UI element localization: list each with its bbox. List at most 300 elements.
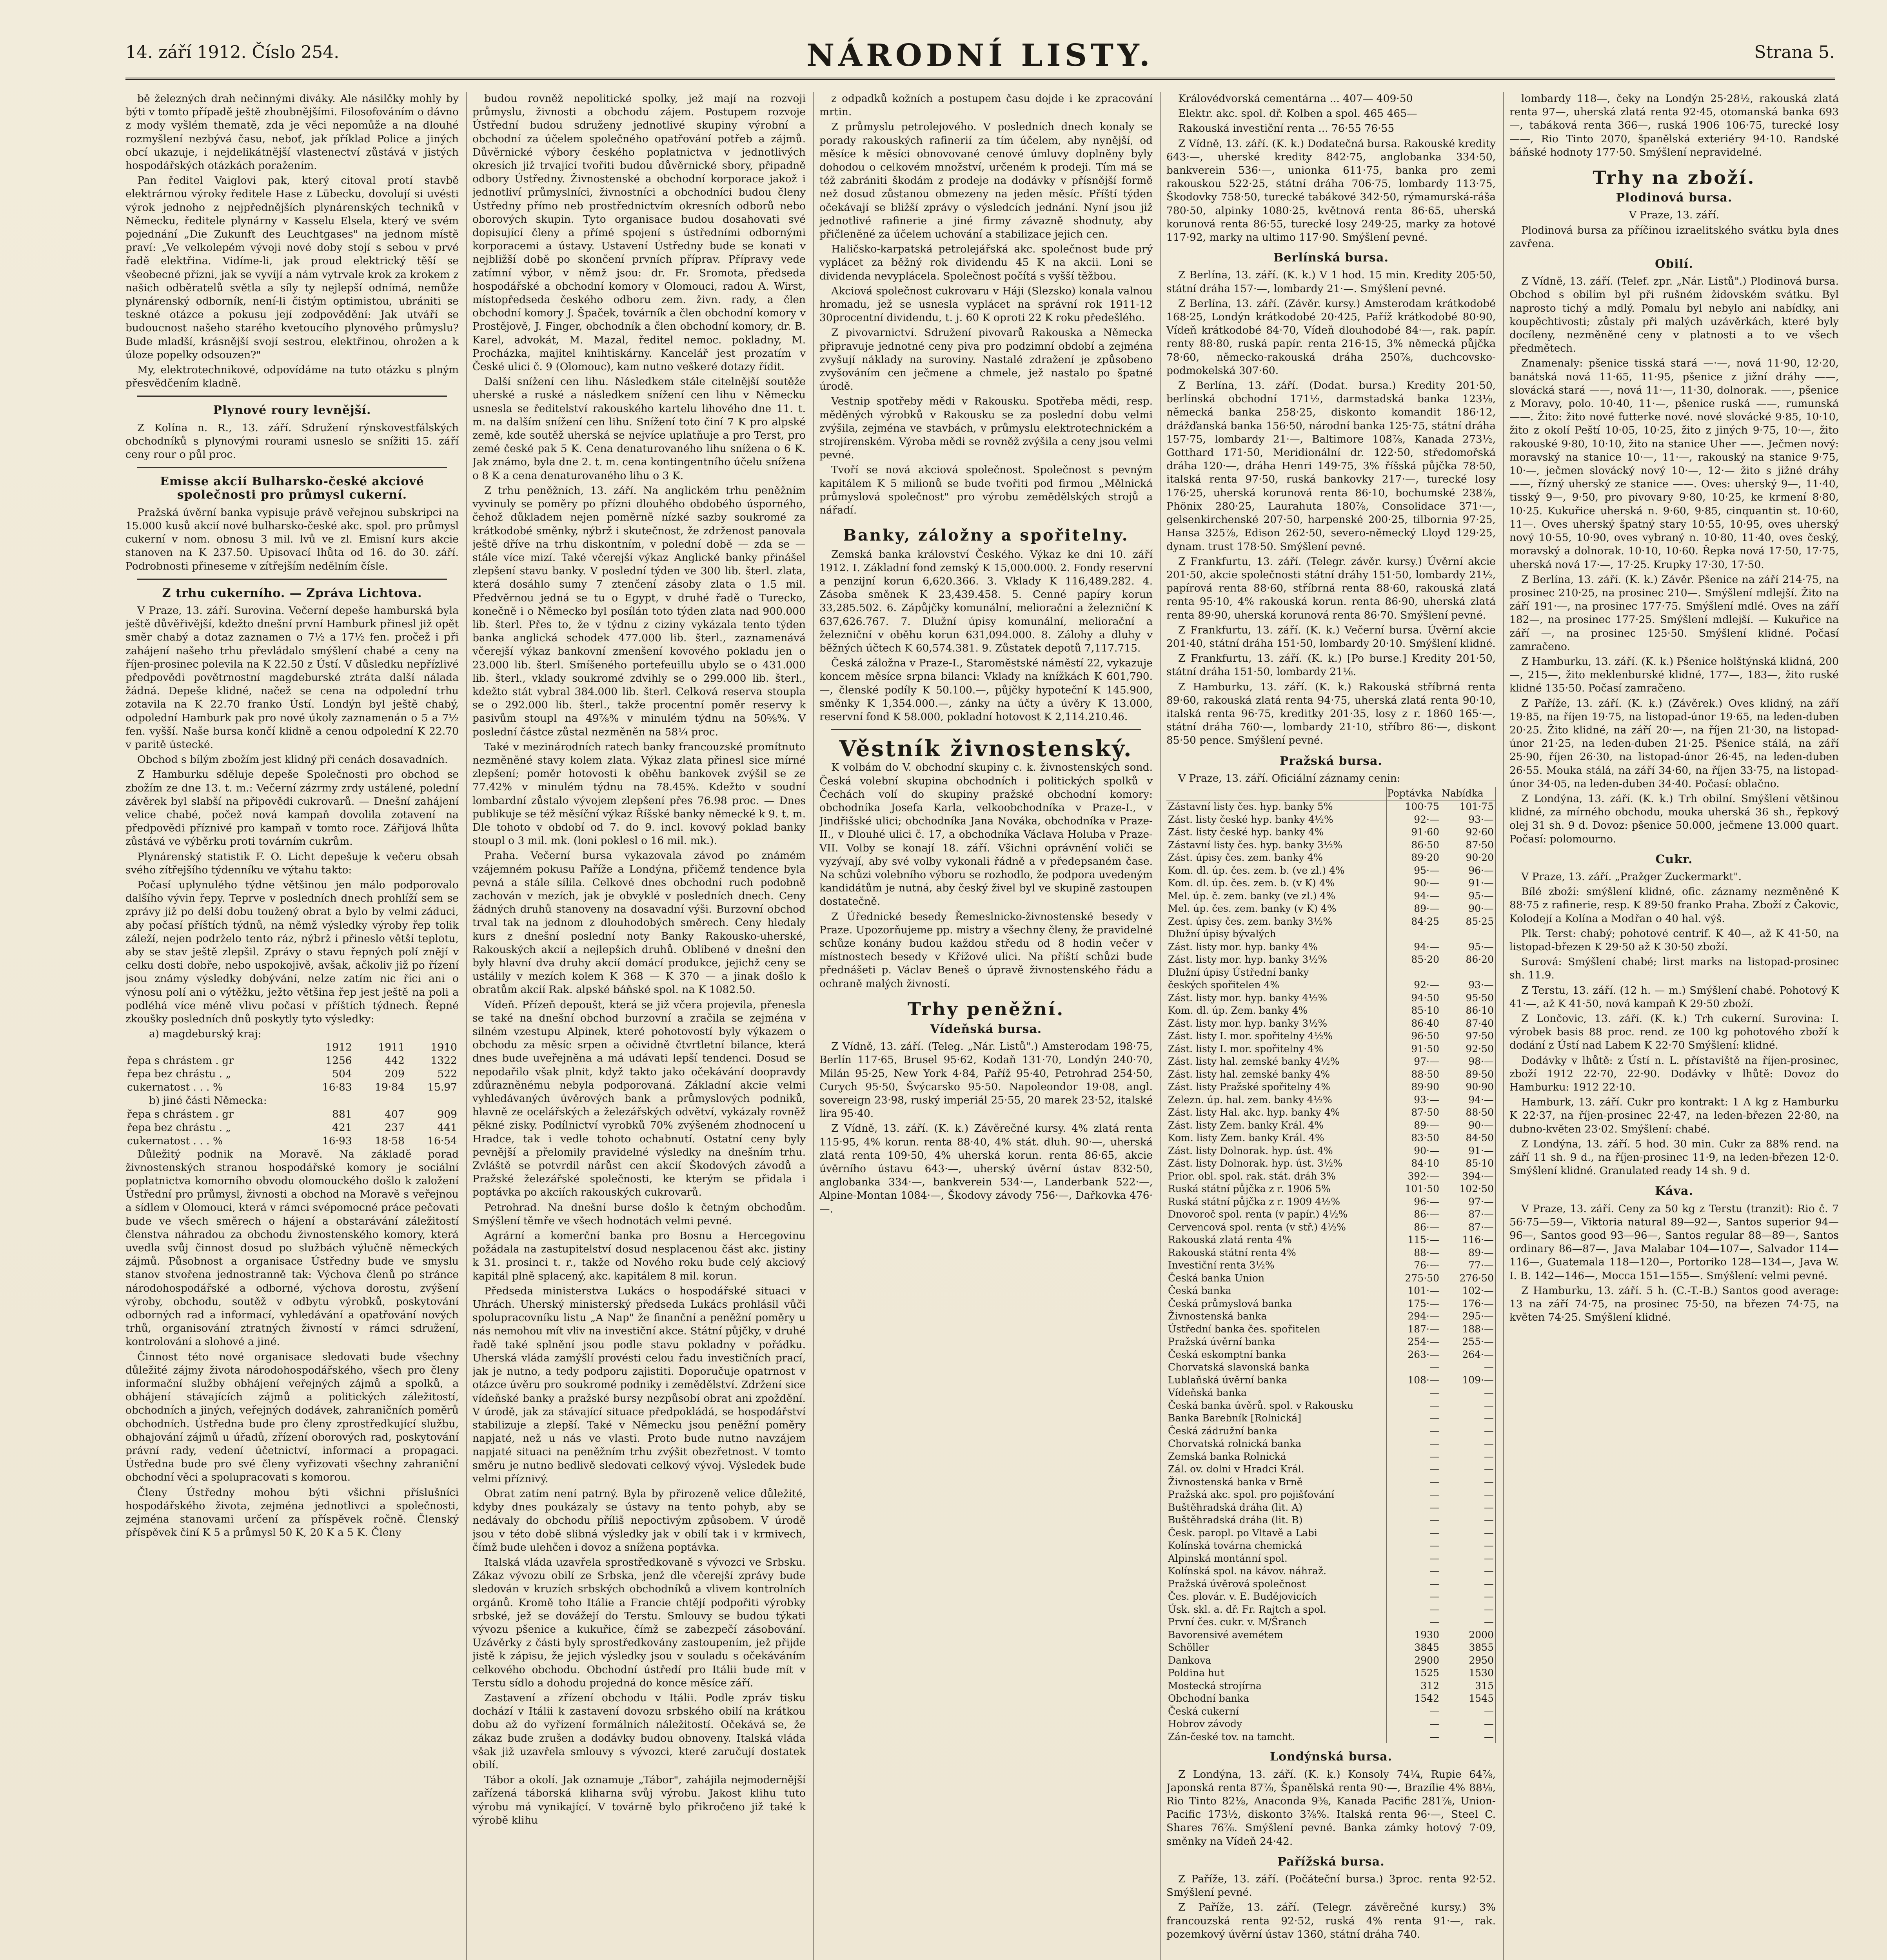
security-name-cell: Česk. paropl. po Vltavě a Labi [1166,1527,1387,1540]
column-3 [819,92,1153,1960]
article-paragraph: Z Londýna, 13. září. (K. k.) Konsoly 74¼, Rupie 64⅞, Japonská renta 87⅞, Španělská renta 90·—, Brazílie 4% 88⅛, Rio Tinto 82⅛, Anaconda 9⅜, Kanada Pacific 281⅞, Union-Pacific 173½, diskonto 3⅞%. Italská renta 96·—, Steel C. Shares 76⅞. Smýšlení pevné. Banka zámky hotový 7·09, směnky na Vídeň 24·42. [1166,1768,1496,1847]
price-cell: 295·— [1441,1310,1496,1323]
table-row [1166,1731,1496,1744]
security-name-cell: Zást. listy Dolnorak. hyp. úst. 4% [1166,1145,1387,1158]
table-row [1166,839,1496,852]
security-name-cell: Chorvatská rolnická banka [1166,1437,1387,1450]
security-name-cell: Kom. dl. úp. čes. zem. b. (v K) 4% [1166,877,1387,890]
table-row [1166,941,1496,954]
table-header-cell [1166,787,1387,800]
security-name-cell: Zán-české tov. na tamcht. [1166,1731,1387,1744]
price-cell: 94·50 [1387,992,1441,1005]
security-name-cell: Zást. listy hal. zemské banky 4½% [1166,1055,1387,1068]
security-name-cell: Čes. plovár. v. E. Budějovicích [1166,1590,1387,1603]
article-paragraph: Bílé zboží: smýšlení klidné, ofic. záznamy nezměněné K 88·75 z rafinerie, resp. K 89·50 franko Praha. Zboží z Čakovic, Kolodejí a Kolína a Modřan o 40 hal. výš. [1509,886,1839,925]
article-paragraph: Plynárenský statistik F. O. Licht depešuje k večeru obsah svého zítřejšího týdenníku ve výtahu takto: [125,850,459,876]
price-cell: 92·— [1387,979,1441,992]
table-row [125,1081,459,1094]
security-name-cell: Zást. listy hal. zemské banky 4% [1166,1068,1387,1081]
article-paragraph: Také v mezinárodních ratech banky francouzské promítnuto nezměněné stavy kolem zlata. Výkaz zlata přinesl sice mírné zlepšení; poměr hotovosti k oběhu bankovek zvýšil se ze 77.42% v minulém týdnu na 78.45%. Kdežto v soudní lombardní zůstalo vývojem zlepšení přes 76.98 proc. — Dnes publikuje se též měsíční výkaz Říšské banky německé k 9. t. m. Dle tohoto v období od 7. do 9. incl. kovový poklad banky stoupl o 3 mil. mk. (loni poklesl o 16 mil. mk.). [472,740,806,847]
table-row [1166,1603,1496,1616]
table-cell: 881 [332,1108,352,1120]
price-cell: 254·— [1387,1336,1441,1348]
price-cell: 76·— [1387,1259,1441,1272]
price-cell: 115·— [1387,1234,1441,1247]
article-paragraph: Z průmyslu petrolejového. V posledních dnech konaly se porady rakouských rafinerií za tím účelem, aby nynější, od měsíce k měsíci obnovované cenové úmluvy doplněny byly dohodou o celkovém množství, určeném k prodeji. Tím má se též zabrániti škodám z prodeje na dodávky v přísnější formě než dosud zůstanou obmezeny na jeden měsíc. Příští týden očekávají se bližší zprávy o výsledcích jednání. Nyní jsou již jednotlivé rafinerie a jiné firmy závazně shodnuty, aby přičleněné za účelem uchování a stabilizace jejich cen. [819,121,1153,241]
article-paragraph: V Praze, 13. září. Surovina. Večerní depeše hamburská byla ještě důvěřivější, kdežto dnešní první Hamburk přinesl již opět směr chabý a dotaz zaznamen o 7½ a 17½ fen. pročež i při zahájení našeho trhu převládalo smýšlení chabé a ceny na říjen-prosinec polevila na K 22.50 z Ústí. V důsledku nepřízlivé předpovědi povětrnostní magdeburské ztráta další nálada žádná. Depeše klidné, načež se cena na odpolední trhu zotavila na K 22.70 franko Ústí. Londýn byl ještě chabý, odpolední Hamburk pak pro nové úkoly zaznamenán o 5 a 7½ fen. vyšší. Naše bursa končí klidně a cenou odpolední K 22.70 v paritě ústecké. [125,604,459,751]
security-name-cell: Alpinská montánní spol. [1166,1552,1387,1565]
price-cell: 85·20 [1387,953,1441,966]
article-paragraph: Z pivovarnictví. Sdružení pivovarů Rakouska a Německa připravuje jednotné ceny piva pro podzimní období a zejména zvyšují náklady na suroviny. Nastalé zdražení je způsobeno zvyšováním cen ječmene a chmele, jež nastalo po špatné úrodě. [819,327,1153,393]
column-5 [1509,92,1839,1960]
security-name-cell: Pražská úvěrová společnost [1166,1578,1387,1591]
security-name-cell: Investiční renta 3½% [1166,1259,1387,1272]
article-paragraph: Tvoří se nová akciová společnost. Společnost s pevným kapitálem K 5 milionů se bude tvořiti pod firmou „Mělnická průmyslová společnost" pro výrobu zemědělských strojů a nářadí. [819,464,1153,517]
table-cell: 237 [385,1121,405,1134]
header-date: 14. září 1912. Číslo 254. [125,42,340,62]
price-cell: — [1387,1476,1441,1489]
price-cell: — [1387,1705,1441,1718]
price-cell: 95·— [1441,941,1496,954]
table-row [1166,1361,1496,1374]
article-paragraph: Předseda ministerstva Lukács o hospodářské situaci v Uhrách. Uherský ministerský předseda Lukács prohlásil vůči spolupracovníku listu „A Nap" že finanční a peněžní poměry u nás nemohou mít vliv na investiční akce. Státní půjčky, v druhé řadě také splnění jsou podle stavu pokladny v pořádku. Uherská vláda zamýšlí provésti celou řadu investičních prací, jak je nutno, a tedy podporu zajistiti. Doporučuje opatrnost v otázce úvěru pro soukromé podniky i zemědělství. Zdržení sice vídeňské banky a pražské bursy nezpůsobí obrat ani zpoždění. V úrodě, jak za stávající situace předpokládá, se hospodářství stabilizuje a zlepší. Také v Německu jsou peněžní poměry napjaté, než u nás ve vlasti. Proto bude nutno navzájem napjaté situaci na peněžním trhu zvýšit obezřetnost. V tomto směru je nutno bedlivě sledovati celkový vývoj. Výsledek bude velmi příznivý. [472,1285,806,1485]
article-paragraph: Z Vídně, 13. září. (K. k.) Dodatečná bursa. Rakouské kredity 643·—, uherské kredity 842·75, anglobanka 334·50, bankverein 536·—, unionka 611·75, banka pro zemi rakouskou 522·25, státní dráha 706·75, lombardy 113·75, Škodovky 758·50, turecké tabákové 342·50, rýmamurská-ráša 780·50, alpinky 1080·25, květnová renta 86·65, uherská korunová renta 86·55, turecké losy 249·25, marky za hotové 117·92, marky na ultimo 117·90. Smýšlení pevné. [1166,137,1496,244]
article-paragraph: Z Hamburku, 13. září. (K. k.) Rakouská stříbrná renta 89·60, rakouská zlatá renta 94·75, uherská zlatá renta 90·10, italská renta 96·75, kreditky 201·35, losy z r. 1860 165·—, státní dráha 760·—, lombardy 21·10, stříbro 86·—, diskont 85·50 pence. Smýšlení pevné. [1166,681,1496,747]
table-row [1166,813,1496,826]
price-cell: — [1441,1450,1496,1463]
security-name-cell: Mostecká strojírna [1166,1680,1387,1693]
security-name-cell: Rakouská zlatá renta 4% [1166,1234,1387,1247]
security-name-cell: Česká banka úvěrů. spol. v Rakousku [1166,1399,1387,1412]
stock-line: Elektr. akc. spol. dř. Kolben a spol. 465 465— [1178,107,1417,120]
security-name-cell: Zelezn. úp. hal. zem. banky 4½% [1166,1094,1387,1107]
table-row [1166,1106,1496,1119]
security-name-cell: Dankova [1166,1654,1387,1667]
table-cell: 1911 [378,1041,405,1054]
table-row [1166,902,1496,915]
article-paragraph: Tábor a okolí. Jak oznamuje „Tábor", zahájila nejmodernější zařízená táborská kliharna svůj výrobu. Jakost klihu tuto výrobu má vynikající. V továrně bylo přikročeno již také k výrobě klihu [472,1774,806,1826]
security-name-cell: Zást. listy Hal. akc. hyp. banky 4% [1166,1106,1387,1119]
table-row [1166,1374,1496,1387]
price-cell: 90·90 [1441,1081,1496,1094]
table-row [1166,1488,1496,1501]
price-cell: 1530 [1441,1667,1496,1680]
price-cell: — [1387,1590,1441,1603]
security-name-cell: Zást. listy Zem. banky Král. 4% [1166,1119,1387,1132]
table-row [1166,1552,1496,1565]
price-cell: — [1441,1705,1496,1718]
article-paragraph: Hamburk, 13. září. Cukr pro kontrakt: 1 A kg z Hamburku K 22·37, na říjen-prosinec 22·47, na leden-březen 22·80, na dubno-květen 23·02. Smýšlení: chabé. [1509,1096,1839,1135]
price-cell: 294·— [1387,1310,1441,1323]
table-row [1166,1463,1496,1476]
price-cell: 85·10 [1387,1004,1441,1017]
security-name-cell: Zást. listy Pražské spořitelny 4% [1166,1081,1387,1094]
table-row [1166,1450,1496,1463]
price-cell: 84·10 [1387,1157,1441,1170]
price-cell: 275·50 [1387,1272,1441,1285]
price-cell: — [1441,1539,1496,1552]
article-paragraph: Z Frankfurtu, 13. září. (K. k.) [Po burse.] Kredity 201·50, státní dráha 151·50, lombardy 21⅛. [1166,652,1496,678]
table-row [1166,1565,1496,1578]
price-cell: 1545 [1441,1692,1496,1705]
price-cell: 315 [1441,1680,1496,1693]
article-paragraph: budou rovněž nepolitické spolky, jež mají na rozvoji průmyslu, živnosti a obchodu zájem. Postupem rozvoje Ústřední budou sdruženy jednotlivé skupiny výrobní a obchodní za účelem společného opatřování potřeb a zájmů. Důvěrnické výbory českého poplatnictva v jednotlivých okresích již trvající tvořiti budou důvěrnické sbory, připadně odbory Ústředny. Živnostenské a obchodní korporace jakož i jednotliví průmyslníci, živnostníci a obchodníci budou členy Ústředny přímo neb prostřednictvím okresních odborů nebo oborových skupin. Tyto organisace budou dosahovati své dopisující členy a přímé spojení s ústředními odbornými korporacemi a ústavy. Ustavení Ústředny bude se konati v nejbližší době po skončení prvních příprav. Přípravy vede zatímní výbor, v němž jsou: dr. Fr. Sromota, předseda hospodářské a obchodní komory v Olomouci, radou A. Wirst, místopředseda českého odboru zem. živn. rady, a člen obchodní komory J. Špaček, továrník a člen obchodní komory v Prostějově, J. Finger, obchodník a člen obchodní komory, dr. B. Karel, advokát, M. Mazal, ředitel nemoc. pokladny, M. Procházka, majitel knihtiskárny. Kancelář jest prozatím v České ulici č. 9 (Olomouc), kam nutno veškeré dotazy řídit. [472,93,806,373]
security-name-cell: Pražská úvěrní banka [1166,1336,1387,1348]
price-cell: — [1387,1399,1441,1412]
table-cell: cukernatost . . . % [127,1081,223,1094]
article-paragraph: bě železných drah nečinnými diváky. Ale násilčky mohly by býti v tomto případě ještě zhoubnějšími. Filosofováním o dávno z mody vyšlém thematě, zda je věci nepomůže a na dlouhé rozmyšlení nezbývá času, neboť, jak příklad Police a jiných obcí ukazuje, i nejdelikátnější vlastenectví zůstává v jistých hospodářských otázkách poražením. [125,93,459,172]
header-page-number: Strana 5. [1754,42,1835,62]
table-cell: 909 [437,1108,457,1120]
price-cell: 86·— [1387,1208,1441,1221]
article-paragraph: Z Paříže, 13. září. (Telegr. závěrečné kursy.) 3% francouzská renta 92·52, ruská 4% renta 91·—, rak. pozemkový úvěrní ústav 1360, státní dráha 740. [1166,1901,1496,1940]
table-row [1166,1527,1496,1540]
security-name-cell: Zást. listy I. mor. spořitelny 4½% [1166,1030,1387,1043]
security-name-cell: Kom. dl. úp. Zem. banky 4% [1166,1004,1387,1017]
price-cell: — [1387,1387,1441,1399]
article-paragraph: Italská vláda uzavřela sprostředkovaně s vývozci ve Srbsku. Zákaz vývozu obilí ze Srbska, jenž dle včerejší zprávy bude sledován v kruzích srbských obchodníků a vlivem kontrolních orgánů. Kromě toho Itálie a Francie chtějí podpořiti výrobky srbské, jež se dovážejí do Terstu. Smlouvy se budou týkati vývozu pšenice a kukuřice, čímž se zabezpečí zásobování. Uzávěrky z části byly sprostředkovány zastoupením, jež přijde jistě k zápisu, že jejich výsledky jsou v souladu s očekáváním celkového obchodu. Obchodní ústředí pro Itálii bude mít v Terstu sídlo a dohodu projedná do konce měsíce září. [472,1556,806,1689]
article-paragraph: Plodinová bursa za příčinou izraelitského svátku byla dnes zavřena. [1509,224,1839,250]
article-paragraph: Z Úřednické besedy Řemeslnicko-živnostenské besedy v Praze. Upozorňujeme pp. mistry a všechny členy, že pravidelné schůze konány budou každou středu od 8 hodin večer v místnostech besedy v Křížové ulici. Na příští schůzi bude přednášeti p. Václav Beneš o úpravě živnostenského řádu a ochraně malých živností. [819,910,1153,990]
table-row [1166,992,1496,1005]
table-cell: 19·84 [374,1081,405,1094]
price-cell: 89·20 [1387,851,1441,864]
price-cell: 2950 [1441,1654,1496,1667]
table-row [125,1121,459,1134]
table-row [125,1108,459,1121]
price-cell: 97·— [1387,1055,1441,1068]
price-cell: 95·— [1441,890,1496,903]
price-cell: 89·— [1441,1247,1496,1259]
security-name-cell: Kom. listy Zem. banky Král. 4% [1166,1132,1387,1145]
table-row [1166,1170,1496,1183]
price-cell [1387,966,1441,979]
article-paragraph: Česká záložna v Praze-I., Staroměstské náměstí 22, vykazuje koncem měsíce srpna bilanci: Vklady na knížkách K 601,790.—, členské podíly K 50.100.—, půjčky hypoteční K 145.900, směnky K 1,354.000.—, zánky na účty a úvěry K 13.000, reservní fond K 58.000, pokladní hotovost K 2,114.210.46. [819,657,1153,723]
price-cell: 92·— [1387,813,1441,826]
security-name-cell: Zást. listy Dolnorak. hyp. úst. 3½% [1166,1157,1387,1170]
article-paragraph: K volbám do V. obchodní skupiny c. k. živnostenských sond. Česká volební skupina obchodních i politických spolků v Čechách volí do skupiny pražské obchodní komory: obchodníka Josefa Karla, velkoobchodníka v Praze-I., v Jindřišské ulici; obchodníka Jana Nováka, obchodníka v Praze-II., v Dlouhé ulici č. 17, a obchodníka Václava Holuba v Praze-VII. Volby se konají 18. září. Všichni oprávnění voliči se vyzývají, aby své volby vykonali řádně a v předepsaném čase. Na schůzi volebního výboru se rozhodlo, že podpora uvedeným kandidátům je nutná, aby český živel byl ve skupině zastoupen dostatečně. [819,761,1153,908]
article-paragraph: Z Paříže, 13. září. (Počáteční bursa.) 3proc. renta 92·52. Smýšlení pevné. [1166,1873,1496,1899]
table-cell: 16·83 [322,1081,352,1094]
price-cell: — [1387,1412,1441,1425]
article-paragraph: Z Hamburku sděluje depeše Společnosti pro obchod se zbožím ze dne 13. t. m.: Večerní zázrmy zrdy ustálené, polední závěrek byl slabší na připovědi cukrovarů. — Dnešní zahájení velice chabé, počež nová kampaň dovolila zotavení na předpovědi příznivé pro kampaň v tomto roce. Zářijová lhůta zůstává ve výběrku proti továrním cukrům. [125,768,459,848]
price-cell: 109·— [1441,1374,1496,1387]
masthead-title: NÁRODNÍ LISTY. [806,38,1154,73]
table-row [1166,1590,1496,1603]
article-paragraph: Z Berlína, 13. září. (K. k.) V 1 hod. 15 min. Kredity 205·50, státní dráha 157·—, lombardy 21·—. Smýšlení pevné. [1166,269,1496,295]
article-paragraph: V Praze, 13. září. Oficiální záznamy cenin: [1178,772,1400,784]
price-cell: 90·— [1441,902,1496,915]
price-cell: — [1387,1514,1441,1527]
table-row [1166,1437,1496,1450]
divider [137,396,447,397]
column-rule [1503,92,1504,1960]
price-cell: 86·50 [1387,839,1441,852]
price-cell: 89·— [1387,1119,1441,1132]
price-cell: — [1441,1412,1496,1425]
security-name-cell: Mel. úp. čes. zem. banky (v K) 4% [1166,902,1387,915]
table-cell: cukernatost . . . % [127,1134,223,1147]
security-name-cell: Ústřední banka čes. spořitelen [1166,1323,1387,1336]
table-row [1166,1119,1496,1132]
table-row [1166,864,1496,877]
price-cell: 108·— [1387,1374,1441,1387]
price-cell: — [1441,1425,1496,1438]
price-cell: 86·10 [1441,1004,1496,1017]
table-row [1166,1654,1496,1667]
price-cell: — [1387,1488,1441,1501]
price-cell: — [1387,1616,1441,1629]
article-paragraph: My, elektrotechnikové, odpovídáme na tuto otázku s plným přesvědčením kladně. [125,364,459,390]
security-name-cell: Zást. úpisy čes. zem. banky 4% [1166,851,1387,864]
article-paragraph: Obrat zatím není patrný. Byla by přirozeně velice důležité, kdyby dnes poukázaly se ústavy na tento pohyb, aby se nedávaly do obchodu příliš nepoctivým způsobem. V úrodě jsou v této době slibná výsledky jak v obilí tak i v krmivech, čímž bude ulehčen i dovoz a snížena poptávka. [472,1487,806,1553]
table-cell: 1910 [430,1041,457,1054]
table-row [125,1134,459,1148]
security-name-cell: Bavorensivé avemétem [1166,1629,1387,1642]
table-row [1166,1145,1496,1158]
table-cell: 1912 [325,1041,352,1054]
article-paragraph: Pražská úvěrní banka vypisuje právě veřejnou subskripci na 15.000 kusů akcií nové bulharsko-české akc. spol. pro průmysl cukerní v nom. obnosu 3 mil. lvů ve zl. Emisní kurs akcie stanoven na K 237.50. Upisovací lhůta od 16. do 30. září. Podrobnosti přineseme v zítřejším nedělním čísle. [125,506,459,572]
security-name-cell: Zást. listy mor. hyp. banky 4% [1166,941,1387,954]
price-cell: — [1387,1718,1441,1731]
price-cell: 92·60 [1441,826,1496,839]
security-name-cell: Buštěhradská dráha (lit. A) [1166,1501,1387,1514]
price-cell: — [1441,1463,1496,1476]
price-cell: 91·50 [1387,1043,1441,1056]
price-cell: 96·50 [1387,1030,1441,1043]
price-cell: 87·— [1441,1221,1496,1234]
price-cell: — [1387,1539,1441,1552]
article-paragraph: Pan ředitel Vaiglovi pak, který citoval protí stavbě elektrárnou výroky ředitele Hase z Lübecku, dovolují si uvésti výrok jednoho z nejpřednějších plynárenských techniků v Německu, ředitele plynárny v Kasselu Elsela, který ve svém pojednání „Die Zukunft des Leuchtgases" na jednom místě praví: „Ve velkolepém vývoji nové doby stojí s sebou v prvé řadě elektřina. Vidíme-li, jak proud elektrický těší se všeobecné přízni, jak se vyvíjí a nám vytrvale krok za krokem z našich odběratelů světla a síly ty nejlepší odnímá, nemůže plynárenský odborník, není-li čistým optimistou, ubrániti se teskné otázce a pokusu její zodpovědění: Jak utváří se budoucnost našeho starého kvetoucího plynového průmyslu? Bude mladší, krásnější svojí sestrou, elektřinou, ohrožen a k úloze popelky odsouzen?" [125,174,459,361]
table-row [1166,1425,1496,1438]
section-heading: Plynové roury levnější. [213,403,371,417]
article-paragraph: Z Frankfurtu, 13. září. (K. k.) Večerní bursa. Úvěrní akcie 201·40, státní dráha 151·50, lombardy 20·10. Smýšlení klidné. [1166,624,1496,650]
subsection-heading: Berlínská bursa. [1273,251,1389,265]
section-heading: Emisse akcií Bulharsko-české akciové společnosti pro průmysl cukerní. [160,475,424,502]
security-name-cell: českých spořitelen 4% [1166,979,1387,992]
table-row [1166,1234,1496,1247]
price-cell: — [1387,1425,1441,1438]
table-row [1166,966,1496,979]
article-paragraph: Agrární a komerční banka pro Bosnu a Hercegovinu požádala na zastupitelství dosud nesplacenou část akc. jistiny k 31. prosinci t. r., takže od Nového roku bude celý akciový kapitál plně splacený, akc. kapitálem 8 mil. korun. [472,1230,806,1282]
price-cell: 86·40 [1387,1017,1441,1030]
beet-table-b-title: b) jiné části Německa: [149,1094,267,1107]
divider [831,729,1141,730]
subsection-heading: Londýnská bursa. [1270,1750,1393,1764]
price-cell: 97·— [1441,1196,1496,1209]
security-name-cell: Ruská státní půjčka z r. 1906 5% [1166,1183,1387,1196]
price-cell: 102·50 [1441,1183,1496,1196]
price-cell: 91·— [1441,877,1496,890]
price-cell [1441,928,1496,941]
price-cell: 93·— [1441,813,1496,826]
price-cell: — [1387,1565,1441,1578]
security-name-cell: Kolínská továrna chemická [1166,1539,1387,1552]
table-cell: 15.97 [427,1081,457,1094]
security-name-cell: Vídeňská banka [1166,1387,1387,1399]
security-name-cell: Česká zádružní banka [1166,1425,1387,1438]
article-paragraph: Z Paříže, 13. září. (K. k.) (Závěrek.) Oves klidný, na září 19·85, na říjen 19·75, na listopad-únor 19·65, na leden-duben 20·25. Žito klidné, na září 20·—, na říjen 21·30, na listopad-únor 21·25, na leden-duben 21·25. Pšenice stálá, na září 25·90, říjen 26·30, na listopad-únor 26·45, na leden-duben 26·55. Mouka stálá, na září 34·60, na říjen 33·75, na listopad-únor 34·05, na leden-duben 34·40. Počasí: oblačno. [1509,697,1839,790]
article-paragraph: z odpadků kožních a postupem času dojde i ke zpracování mrtin. [819,93,1153,118]
security-name-cell: Lublaňská úvěrní banka [1166,1374,1387,1387]
column-2 [472,92,806,1960]
price-cell: — [1441,1476,1496,1489]
article-paragraph: Z Hamburku, 13. září. (K. k.) Pšenice holštýnská klidná, 200—, 215—, žito meklenburské klidné, 177—, 183—, žito ruské klidné 135·50. Počasí zamračeno. [1509,655,1839,695]
security-name-cell: Zástavní listy čes. hyp. banky 3½% [1166,839,1387,852]
table-row [1166,1692,1496,1705]
article-paragraph: Zastavení a zřízení obchodu v Itálii. Podle zpráv tisku dochází v Itálii k zastavení dovozu srbského obilí na krátkou dobu až do vyřízení formálních náležitostí. Očekává se, že zákaz bude zrušen a dodávky budou obnoveny. Italská vláda však již uzavřela smlouvy s vývozci, které zaručují dostatek obilí. [472,1691,806,1771]
price-cell: 90·20 [1441,851,1496,864]
table-cell: 1256 [325,1054,352,1067]
security-name-cell: Zást. listy české hyp. banky 4½% [1166,813,1387,826]
table-row [1166,1221,1496,1234]
price-cell: 88·50 [1387,1068,1441,1081]
article-paragraph: Vestnip spotřeby mědi v Rakousku. Spotřeba mědi, resp. měděných výrobků v Rakousku se za poslední dobu velmi zvýšila, zejména ve stavbách, v průmyslu elektrotechnickém a strojírenském. Výroba mědi se rovněž zvýšila a ceny jsou velmi pevné. [819,395,1153,461]
price-cell: 95·50 [1441,992,1496,1005]
article-paragraph: V Praze, 13. září. Ceny za 50 kg z Terstu (tranzit): Rio č. 7 56·75—59—, Viktoria natural 89—92—, Santos superior 94—96—, Santos good 93—96—, Santos regular 88—89—, Santos ordinary 86—87—, Java Malabar 104—107—, Salvador 114—116—, Guatemala 118—120—, Portoriko 128—134—, Java W. I. B. 142—146—, Mocca 151—155—. Smýšlení: velmi pevné. [1509,1202,1839,1282]
section-heading: Z trhu cukerního. — Zpráva Lichtova. [162,586,422,600]
security-name-cell: Zest. úpisy čes. zem. banky 3½% [1166,915,1387,928]
section-heading-money-markets: Trhy peněžní. [907,998,1065,1020]
article-paragraph: Vídeň. Přízeň depoušt, která se již včera projevila, přenesla se také na dnešní obchod burzovní a zračila se zejména v silném vzestupu Alpinek, které pohotovostí byly výkazem o obchodu za měsíc srpen a očividně čtvrtletní bilance, která dnes bude uveřejněna a má udávati lepší tendenci. Dosud se nepodařilo však plnit, když takto jako očekávání doopravdy zdůrazněnému nebyla podporovaná. Základní akcie velmi vyhledávaných úvěrových bank a průmyslových podniků, hlavně ze ocelářských a železářských odvětví, vykázaly rovněž pěkné zisky. Podílnictví vyrobků 70% zvýšeném zhodnocení u Hradce, tak i vedle tohoto ochabnutí. Ostatní ceny byly pevnější a přelomily pravidelné výsledky na dnešním trhu. Zvláště se potvrdil nárůst cen akcií Škodových závodů a Pražské železářské společnosti, ke kterým se přidala i poptávka po akciích rakouských cukrovarů. [472,998,806,1199]
price-cell: 87·50 [1441,839,1496,852]
table-row [1166,1183,1496,1196]
price-cell: 101·75 [1441,800,1496,813]
security-name-cell: Rakouská státní renta 4% [1166,1247,1387,1259]
price-cell: 83·50 [1387,1132,1441,1145]
security-name-cell: Buštěhradská dráha (lit. B) [1166,1514,1387,1527]
price-cell: 2900 [1387,1654,1441,1667]
table-row [1166,928,1496,941]
price-cell: — [1441,1603,1496,1616]
article-paragraph: Důležitý podnik na Moravě. Na základě porad živnostenských stranou hospodářské komory je sociální poplatnictva komorního obvodu olomouckého došlo k založení Ústřední pro průmysl, živnosti a obchod na Moravě s veřejnou a sídlem v Olomouci, která v rámci svépomocné práce pečovati bude ve všech směrech o hájení a obstarávání záležitostí členstva náhradou za obchodu živnostenského komory, která uvedla svůj činnost dosud po službách výlučně německých zájmů. Působnost a organisace Ústředny bude ve smyslu stanov stvořena jednostranně tak: Výchova členů po stránce národohospodářské a odborné, výchova dorostu, zvýšení výroby, obchodu, soutěž v odbytu výrobků, poskytování odborných rad a informací, vyhledávání a opatřování nových trhů, organisování ztratných živností v rámci sdružení, kontrolování a slohové a jiné. [125,1148,459,1348]
table-row [1166,877,1496,890]
price-cell: — [1387,1578,1441,1591]
article-paragraph: Haličsko-karpatská petrolejářská akc. společnost bude prý vyplácet za běžný rok dividendu 45 K na akcii. Loni se dividenda nevyplácela. Společnost počítá s vyšší těžbou. [819,243,1153,282]
table-row [1166,1017,1496,1030]
article-paragraph: Znamenaly: pšenice tisská stará —·—, nová 11·90, 12·20, banátská nová 11·65, 11·95, pšenice z jižní dráhy ——, slovácká stará ——, nová 11·—, 11·30, dolnorak. ——, pšenice z Moravy, polo. 10·40, 11·—, pšenice ruská ——, rumunská ——. Žito: žito nové futterke nové. nové slovácké 9·85, 10·10, žito z okolí Peští 10·05, 10·25, žito z jiných 9·75, 10·—, žito rakouské 9·80, 10·10, žito na stanice Uher ——. Ječmen nový: moravský na stanice 10·—, 11·—, rakouský na stanice 9·75, 10·—, ječmen slovácký nový 10·—, 12·— žito s jižné dráhy ——, řízný uherský ze stanice ——. Oves: uherský 9—, 11·40, tisský 9—, 9·50, pro pivovary 9·80, 10·25, ke krmení 8·80, 10·25. Kukuřice uherská n. 9·60, 9·85, cinquantin st. 10·60, 11—. Oves uherský špatný stary 10·55, 10·95, oves uherský nový 10·55, 10·90, oves vybraný n. 10·80, 11·40, oves český, moravský a dolnorak. 10·10, 10·60. Řepka nová 17·50, 17·75, uherská nová 17·—, 17·25. Krupky 17·30, 17·50. [1509,357,1839,571]
security-name-cell: Zást. listy mor. hyp. banky 3½% [1166,953,1387,966]
table-row [1166,1514,1496,1527]
price-cell: 89·50 [1441,1068,1496,1081]
article-paragraph: Z Hamburku, 13. září. 5 h. (C.-T.-B.) Santos good average: 13 na září 74·75, na prosinec 75·50, na březen 74·75, na květen 74·25. Smýšlení klidné. [1509,1284,1839,1324]
table-row [1166,800,1496,813]
price-cell: 92·50 [1441,1043,1496,1056]
security-name-cell: Poldina hut [1166,1667,1387,1680]
table-row [1166,1132,1496,1145]
table-header-cell: Poptávka [1387,787,1441,800]
subsection-heading: Pařížská bursa. [1277,1855,1385,1869]
table-row [1166,1196,1496,1209]
divider [137,579,447,580]
table-row [1166,1068,1496,1081]
security-name-cell: Cervencová spol. renta (v stř.) 4½% [1166,1221,1387,1234]
article-paragraph: Z Frankfurtu, 13. září. (Telegr. závěr. kursy.) Úvěrní akcie 201·50, akcie společnosti státní dráhy 151·50, lombardy 21½, papírová renta 88·60, stříbrná renta 88·60, rakouská zlatá renta 95·10, 4% rakouská korun. renta 86·90, uherská zlatá renta 89·90, uherská korunová renta 86·70. Smýšlení pevné. [1166,555,1496,621]
price-cell: 91·60 [1387,826,1441,839]
article-paragraph: Plk. Terst: chabý; pohotové centrif. K 40—, až K 41·50, na listopad-březen K 29·50 až K 30·50 zboží. [1509,927,1839,953]
table-row [1166,1081,1496,1094]
table-row [1166,1310,1496,1323]
stock-line: Rakouská investiční renta ... 76·55 76·55 [1178,122,1395,135]
table-row [1166,1412,1496,1425]
price-cell: 95·— [1387,864,1441,877]
security-name-cell: Zál. ov. dolni v Hradci Král. [1166,1463,1387,1476]
table-row [1166,1004,1496,1017]
price-cell: 175·— [1387,1298,1441,1310]
table-cell: 1322 [430,1054,457,1067]
security-name-cell: Zemská banka Rolnická [1166,1450,1387,1463]
table-row [125,1054,459,1067]
table-row [1166,1680,1496,1693]
table-cell: řepa bez chrástu . „ [127,1068,231,1080]
price-cell: 1930 [1387,1629,1441,1642]
table-row [1166,1030,1496,1043]
dateline: V Praze, 13. září. [1629,209,1720,221]
table-row [1166,1399,1496,1412]
table-row [1166,1667,1496,1680]
price-cell: — [1441,1488,1496,1501]
security-name-cell: První čes. cukr. v. M/Šranch [1166,1616,1387,1629]
security-name-cell: Prior. obl. spol. rak. stát. dráh 3% [1166,1170,1387,1183]
stock-line: Královédvorská cementárna ... 407— 409·50 [1178,93,1413,105]
price-cell: — [1387,1501,1441,1514]
table-cell: 421 [332,1121,352,1134]
table-row [1166,1157,1496,1170]
price-cell: — [1441,1565,1496,1578]
price-cell: 100·75 [1387,800,1441,813]
article-paragraph: Z Londýna, 13. září. (K. k.) Trh obilní. Smýšlení většinou klidné, za mírného obchodu, mouka uherská 36 sh., řepkový olej 31 sh. 9 d. Dovoz: pšenice 50.000, ječmene 13.000 quart. Počasí: polomourno. [1509,792,1839,845]
table-cell: 504 [332,1068,352,1080]
price-cell: 187·— [1387,1323,1441,1336]
article-paragraph: Z Berlína, 13. září. (K. k.) Závěr. Pšenice na září 214·75, na prosinec 210·25, na prosinec 210—. Smýšlení mdlejší. Žito na září 191·—, na prosinec 177·75. Smýšlení mdlé. Oves na září 182—, na prosinec 177·25. Smýšlení mdlejší. — Kukuřice na září —, na prosinec 125·50. Smýšlení klidné. Počasí zamračeno. [1509,573,1839,653]
table-row [1166,1501,1496,1514]
subsection-heading: Cukr. [1655,852,1693,866]
table-row [1166,1272,1496,1285]
table-row [1166,1298,1496,1310]
security-name-cell: Dlužní úpisy Ústřední banky [1166,966,1387,979]
article-paragraph: Členy Ústředny mohou býti všichni příslušníci hospodářského života, zejména jednotlivci a společnosti, zejména stanovami určení za příspěvek ročně. Členský příspěvek činí K 5 a průmysl 50 K, 20 K a 5 K. Členy [125,1486,459,1539]
price-cell: 85·10 [1441,1157,1496,1170]
article-paragraph: Počasí uplynulého týdne většinou jen málo podporovalo dalšího vývin řepy. Teprve v posledních dnech prohlíží sem se zprávy již po delší dobu toužený obrat a bylo by velmi záduci, aby počasí příštích týdnů, na němž výsledky výroby řep tolik záleží, nejen podrželo tento ráz, nýbrž i přineslo větší teplotu, aby se stav ještě zlepšil. Zprávy o stavu řepných polí znějí v celku dosti dobře, nebo uspokojivě, avšak, ačkoliv již po řízení jsou známy výsledky dobývání, nelze zatím nic říci ani o výnosu polí ani o výtěžku, ježto většina řep jest ještě na poli a podléhá více méně vlivu počasí v příštích týdnech. Řepné zkoušky posledních dnů poskytly tyto výsledky: [125,878,459,1025]
price-cell: 255·— [1441,1336,1496,1348]
beet-table-a-title: a) magdeburský kraj: [149,1028,262,1040]
article-paragraph: V Praze, 13. září. „Pražger Zuckermarkt". [1521,870,1742,883]
table-row [1166,915,1496,928]
security-name-cell: Pražská akc. spol. pro pojišťování [1166,1488,1387,1501]
table-cell: řepa s chrástem . gr [127,1054,234,1067]
price-cell: — [1441,1718,1496,1731]
page-header [125,34,1835,80]
security-name-cell: Česká banka Union [1166,1272,1387,1285]
price-cell: 3855 [1441,1641,1496,1654]
price-cell: 94·— [1387,890,1441,903]
article-paragraph: Akciová společnost cukrovaru v Háji (Slezsko) konala valnou hromadu, jež se usnesla vyplácet na správní rok 1911-12 30procentní dividendu, t. j. 60 K oproti 22 K roku předešlého. [819,285,1153,324]
price-cell: 176·— [1441,1298,1496,1310]
column-rule [813,92,814,1960]
table-row [1166,1247,1496,1259]
price-cell: 97·50 [1441,1030,1496,1043]
price-cell: 3845 [1387,1641,1441,1654]
price-cell: 94·— [1441,1094,1496,1107]
subsection-heading: Plodinová bursa. [1616,191,1733,205]
article-paragraph: Z trhu peněžních, 13. září. Na anglickém trhu peněžním vyvinuly se poměry po přízni dlouhého obdobého úsporného, čehož důkladem nejen poměrně nízké sazby soukromé za krátkodobé směnky, nýbrž i skutečnost, že zdrženost panovala ještě dříve na trhu diskontním, v polední době — zda se — stále více mizí. Také včerejší výkaz Anglické banky přinášel zlepšení stavu banky. V poslední týden ve 300 lib. šterl. zlata, která dosáhlo sumy 7 ztenčení zásoby zlata o 1.5 mil. Předvěrnou jedná se tu o Egypt, v druhé řadě o Turecko, konečně i o Německo byl posílán toto týden zlata nad 900.000 lib. šterl. Přes to, že v týdnu z ciziny vykázala tento týden banka anglická schodek 477.000 lib. šterl., zaznamenává včerejší výkaz bankovní zmenšení kovového pokladu jen o 23.000 lib. šterl. Smíšeného portefeuillu ubylo se o 431.000 lib. šterl., vklady soukromé zdvihly se o 299.000 lib. šterl., kdežto stát vybral 384.000 lib. šterl. Celková reserva stoupla se o 292.000 lib. šterl., takže procentní poměr reservy k pasivům stoupl na 49⅞% v minulém týdnu na 50⅝%. V poslední částce zůstal nezměněn na 58¼ proc. [472,484,806,738]
table-row [1166,851,1496,864]
price-cell: — [1387,1603,1441,1616]
price-cell: — [1387,1361,1441,1374]
column-rule [466,92,467,1960]
security-name-cell: Obchodní banka [1166,1692,1387,1705]
price-cell: — [1441,1552,1496,1565]
